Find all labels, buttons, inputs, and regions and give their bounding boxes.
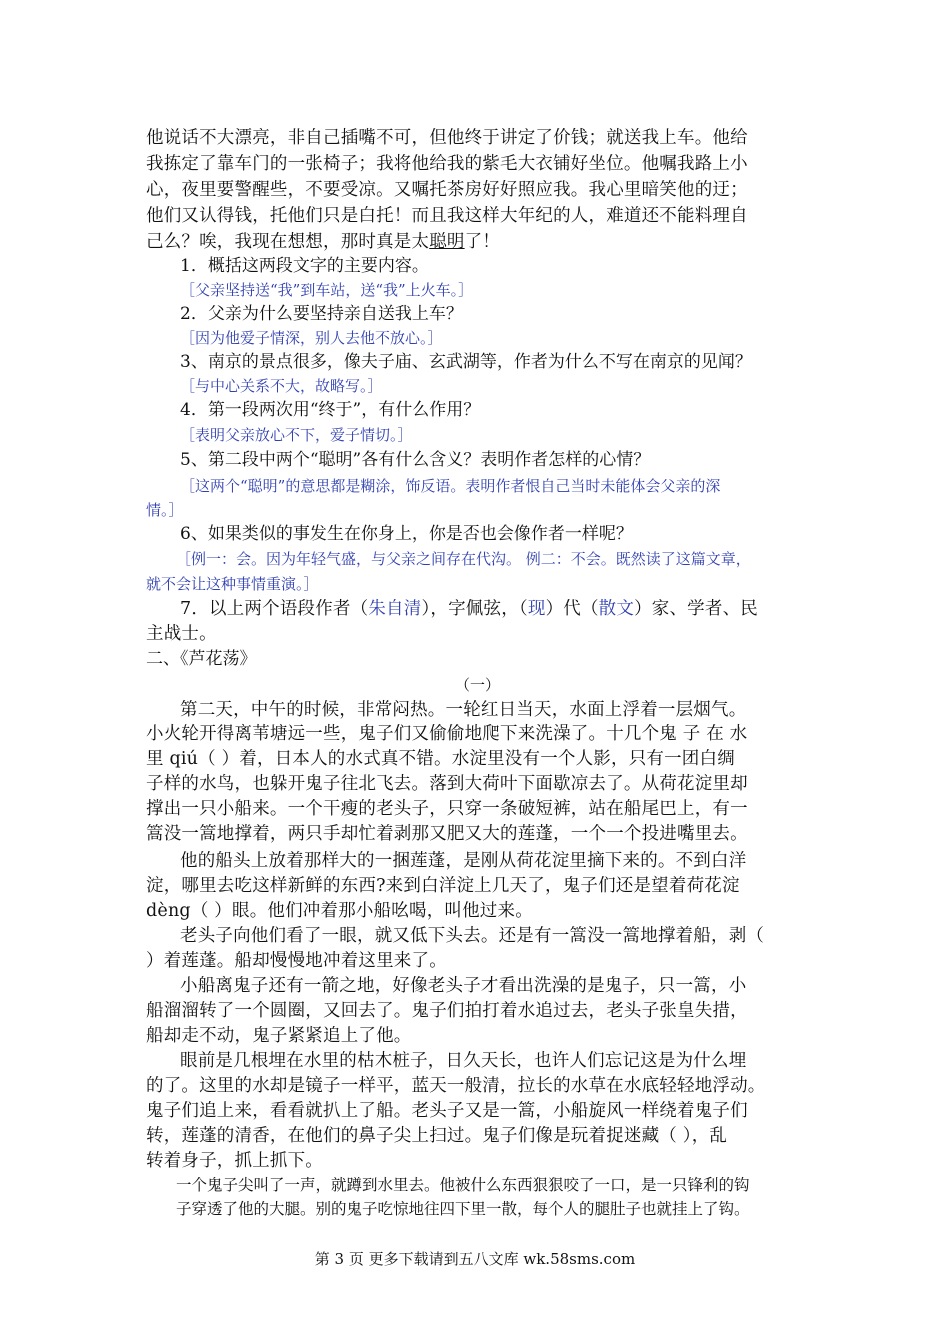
answer-6-cont: 就不会让这种事情重演。］ — [146, 575, 319, 593]
passage2-line: ）着莲蓬。船却慢慢地冲着这里来了。 — [146, 951, 447, 971]
passage2-line: 鬼子们追上来，看看就扒上了船。老头子又是一篙，小船旋风一样绕着鬼子们 — [146, 1101, 748, 1121]
passage2-line: 子穿透了他的大腿。别的鬼子吃惊地往四下里一散，每个人的腿肚子也就挂上了钩。 — [176, 1200, 750, 1218]
passage2-line: 淀，哪里去吃这样新鲜的东西?来到白洋淀上几天了，鬼子们还是望着荷花淀 — [146, 876, 740, 896]
passage2-line: 老头子向他们看了一眼，就又低下头去。还是有一篙没一篙地撑着船，剥（ — [180, 926, 765, 946]
underlined-word: 聪明 — [429, 232, 465, 252]
passage2-line: dèng（ ）眼。他们冲着那小船吆喝，叫他过来。 — [146, 901, 533, 921]
question-1: 1．概括这两段文字的主要内容。 — [180, 256, 429, 276]
passage2-line: 小船离鬼子还有一箭之地，好像老头子才看出洗澡的是鬼子，只一篙，小 — [180, 976, 747, 996]
answer-author: 朱自清 — [368, 599, 422, 619]
passage2-line: 他的船头上放着那样大的一捆莲蓬，是刚从荷花淀里摘下来的。不到白洋 — [180, 851, 747, 871]
answer-4: ［表明父亲放心不下，爱子情切。］ — [180, 426, 413, 444]
answer-genre: 散文 — [598, 599, 635, 619]
passage1-line: 他说话不大漂亮，非自己插嘴不可，但他终于讲定了价钱；就送我上车。他给 — [146, 128, 748, 148]
question-6: 6、如果类似的事发生在你身上，你是否也会像作者一样呢？ — [180, 524, 633, 544]
passage2-line: 小火轮开得离苇塘远一些，鬼子们又偷偷地爬下来洗澡了。十几个鬼 子 在 水 — [146, 724, 748, 744]
passage2-line: 转，莲蓬的清香，在他们的鼻子尖上扫过。鬼子们像是玩着捉迷藏（ ），乱 — [146, 1126, 728, 1146]
passage2-line: 篙没一篙地撑着，两只手却忙着剥那又肥又大的莲蓬，一个一个投进嘴里去。 — [146, 824, 748, 844]
page-footer: 第 3 页 更多下载请到五八文库 wk.58sms.com — [314, 1250, 636, 1268]
passage1-last-line — [146, 230, 500, 254]
passage2-line: 一个鬼子尖叫了一声，就蹲到水里去。他被什么东西狠狠咬了一口，是一只锋利的钩 — [176, 1176, 750, 1194]
answer-5-cont: 情。］ — [146, 501, 184, 519]
passage2-line: 船溜溜转了一个圆圈，又回去了。鬼子们拍打着水追过去，老头子张皇失措， — [146, 1001, 748, 1021]
answer-2: ［因为他爱子情深，别人去他不放心。］ — [180, 329, 443, 347]
passage2-line: 里 qiú（ ）着，日本人的水式真不错。水淀里没有一个人影，只有一团白绸 — [146, 749, 735, 769]
part-heading: （一） — [455, 676, 501, 694]
passage2-line: 船却走不动，鬼子紧紧追上了他。 — [146, 1026, 412, 1046]
question-2: 2．父亲为什么要坚持亲自送我上车？ — [180, 304, 463, 324]
passage2-line: 第二天，中午的时候，非常闷热。一轮红日当天，水面上浮着一层烟气。 — [180, 700, 747, 720]
passage2-line: 眼前是几根埋在水里的枯木桩子，日久天长，也许人们忘记这是为什么埋 — [180, 1051, 747, 1071]
question-3: 3、南京的景点很多，像夫子庙、玄武湖等，作者为什么不写在南京的见闻？ — [180, 352, 752, 372]
passage2-line: 子样的水鸟，也躲开鬼子往北飞去。落到大荷叶下面歇凉去了。从荷花淀里却 — [146, 774, 748, 794]
question-5: 5、第二段中两个“聪明”各有什么含义？表明作者怎样的心情？ — [180, 450, 651, 470]
passage1-last-post: 了！ — [464, 232, 501, 252]
passage1-line: 我拣定了靠车门的一张椅子；我将他给我的紫毛大衣铺好坐位。他嘱我路上小 — [146, 154, 748, 174]
answer-6: ［例一：会。因为年轻气盛，与父亲之间存在代沟。 例二：不会。既然读了这篇文章， — [176, 550, 751, 568]
question-7-cont: 主战士。 — [146, 624, 217, 644]
question-4: 4．第一段两次用“终于”，有什么作用？ — [180, 400, 481, 420]
question-7: 7．以上两个语段作者（朱自清），字佩弦，（现）代（散文）家、学者、民 — [180, 599, 758, 619]
answer-era: 现 — [527, 599, 546, 619]
answer-1: ［父亲坚持送“我”到车站，送“我”上火车。］ — [180, 281, 474, 299]
passage1-line: 心，夜里要警醒些，不要受凉。又嘱托茶房好好照应我。我心里暗笑他的迂； — [146, 180, 748, 200]
passage1-last-pre: 己么？唉，我现在想想，那时真是太 — [146, 232, 430, 252]
passage2-line: 的了。这里的水却是镜子一样平，蓝天一般清，拉长的水草在水底轻轻地浮动。 — [146, 1076, 766, 1096]
answer-5: ［这两个“聪明”的意思都是糊涂，饰反语。表明作者恨自己当时未能体会父亲的深 — [180, 477, 721, 495]
section-title: 二、《芦花荡》 — [146, 649, 257, 669]
passage2-line: 撑出一只小船来。一个干瘦的老头子，只穿一条破短裤，站在船尾巴上，有一 — [146, 799, 748, 819]
passage2-line: 转着身子，抓上抓下。 — [146, 1151, 323, 1171]
answer-3: ［与中心关系不大，故略写。］ — [180, 377, 383, 395]
passage1-line: 他们又认得钱，托他们只是白托！而且我这样大年纪的人，难道还不能料理自 — [146, 206, 748, 226]
